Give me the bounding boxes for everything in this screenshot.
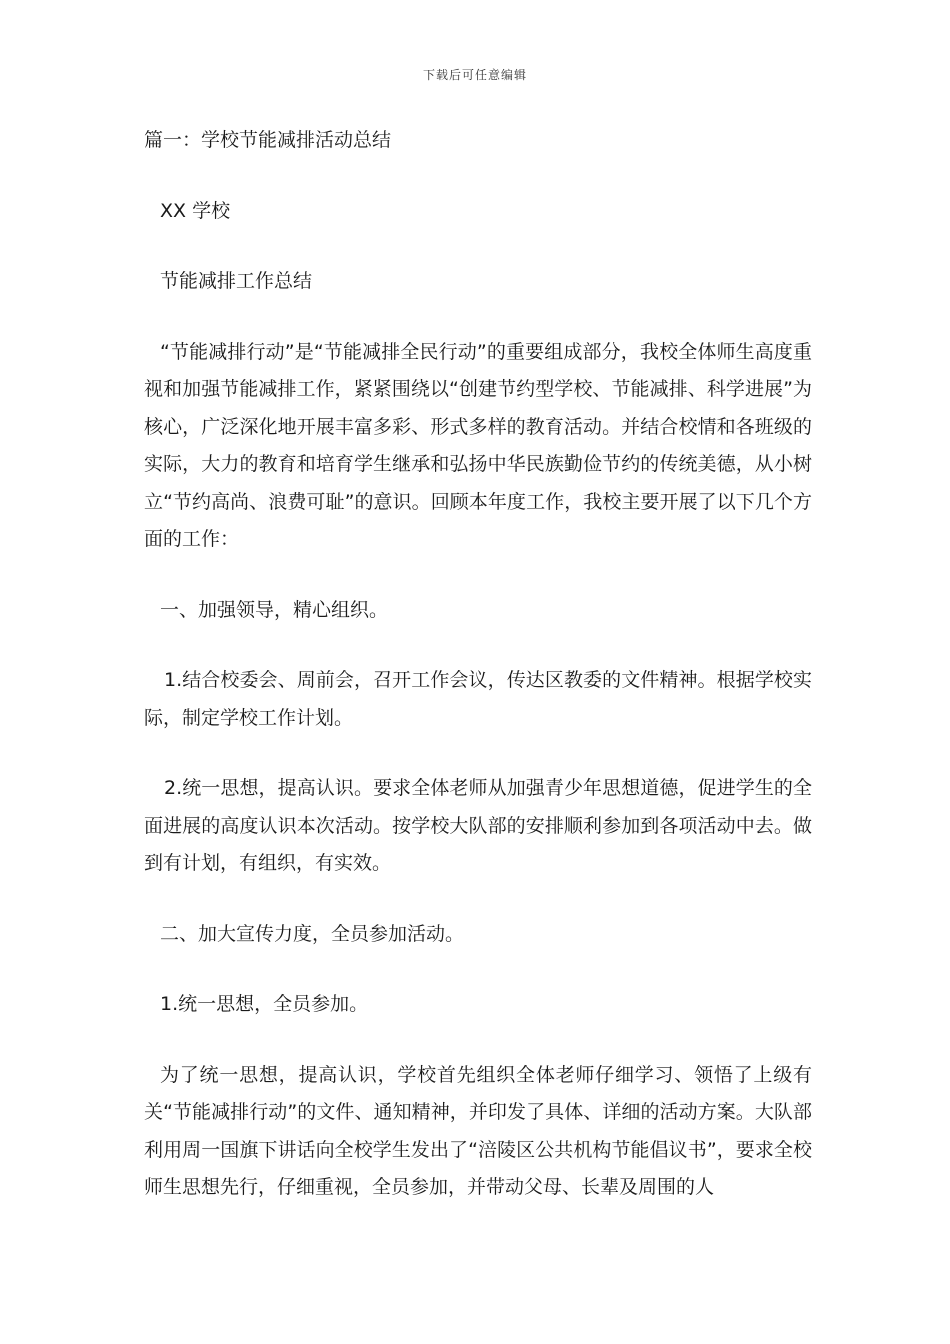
intro-paragraph: “节能减排行动”是“节能减排全民行动”的重要组成部分，我校全体师生高度重视和加强节能减排工作，紧紧围绕以“创建节约型学校、节能减排、科学进展”为核心，广泛深化地开展丰富多彩、形式多样的教育活动。并结合校情和各班级的实际，大力的教育和培育学生继承和弘扬中华民族勤俭节约的传统美德，从小树立“节约高尚、浪费可耻”的意识。回顾本年度工作，我校主要开展了以下几个方面的工作： <box>144 340 812 550</box>
section-2-heading: 二、加大宣传力度，全员参加活动。 <box>160 922 465 945</box>
section-1-item-1: 1.结合校委会、周前会，召开工作会议，传达区教委的文件精神。根据学校实际，制定学校工作计划。 <box>144 669 812 729</box>
school-name: XX 学校 <box>160 199 231 222</box>
section-1-heading: 一、加强领导，精心组织。 <box>160 598 389 621</box>
page-header-note: 下载后可任意编辑 <box>422 68 527 82</box>
document-title: 篇一：学校节能减排活动总结 <box>144 129 392 151</box>
document-body <box>144 122 812 1207</box>
section-1-item-2: 2.统一思想，提高认识。要求全体老师从加强青少年思想道德，促进学生的全面进展的高度认识本次活动。按学校大队部的安排顺利参加到各项活动中去。做到有计划，有组织，有实效。 <box>144 777 812 874</box>
section-2-item-1: 1.统一思想，全员参加。 <box>160 993 369 1015</box>
section-2-body: 为了统一思想，提高认识，学校首先组织全体老师仔细学习、领悟了上级有关“节能减排行动”的文件、通知精神，并印发了具体、详细的活动方案。大队部利用周一国旗下讲话向全校学生发出了“涪陵区公共机构节能倡议书”，要求全校师生思想先行，仔细重视，全员参加，并带动父母、长辈及周围的人 <box>144 1063 812 1198</box>
document-subtitle: 节能减排工作总结 <box>160 270 313 292</box>
